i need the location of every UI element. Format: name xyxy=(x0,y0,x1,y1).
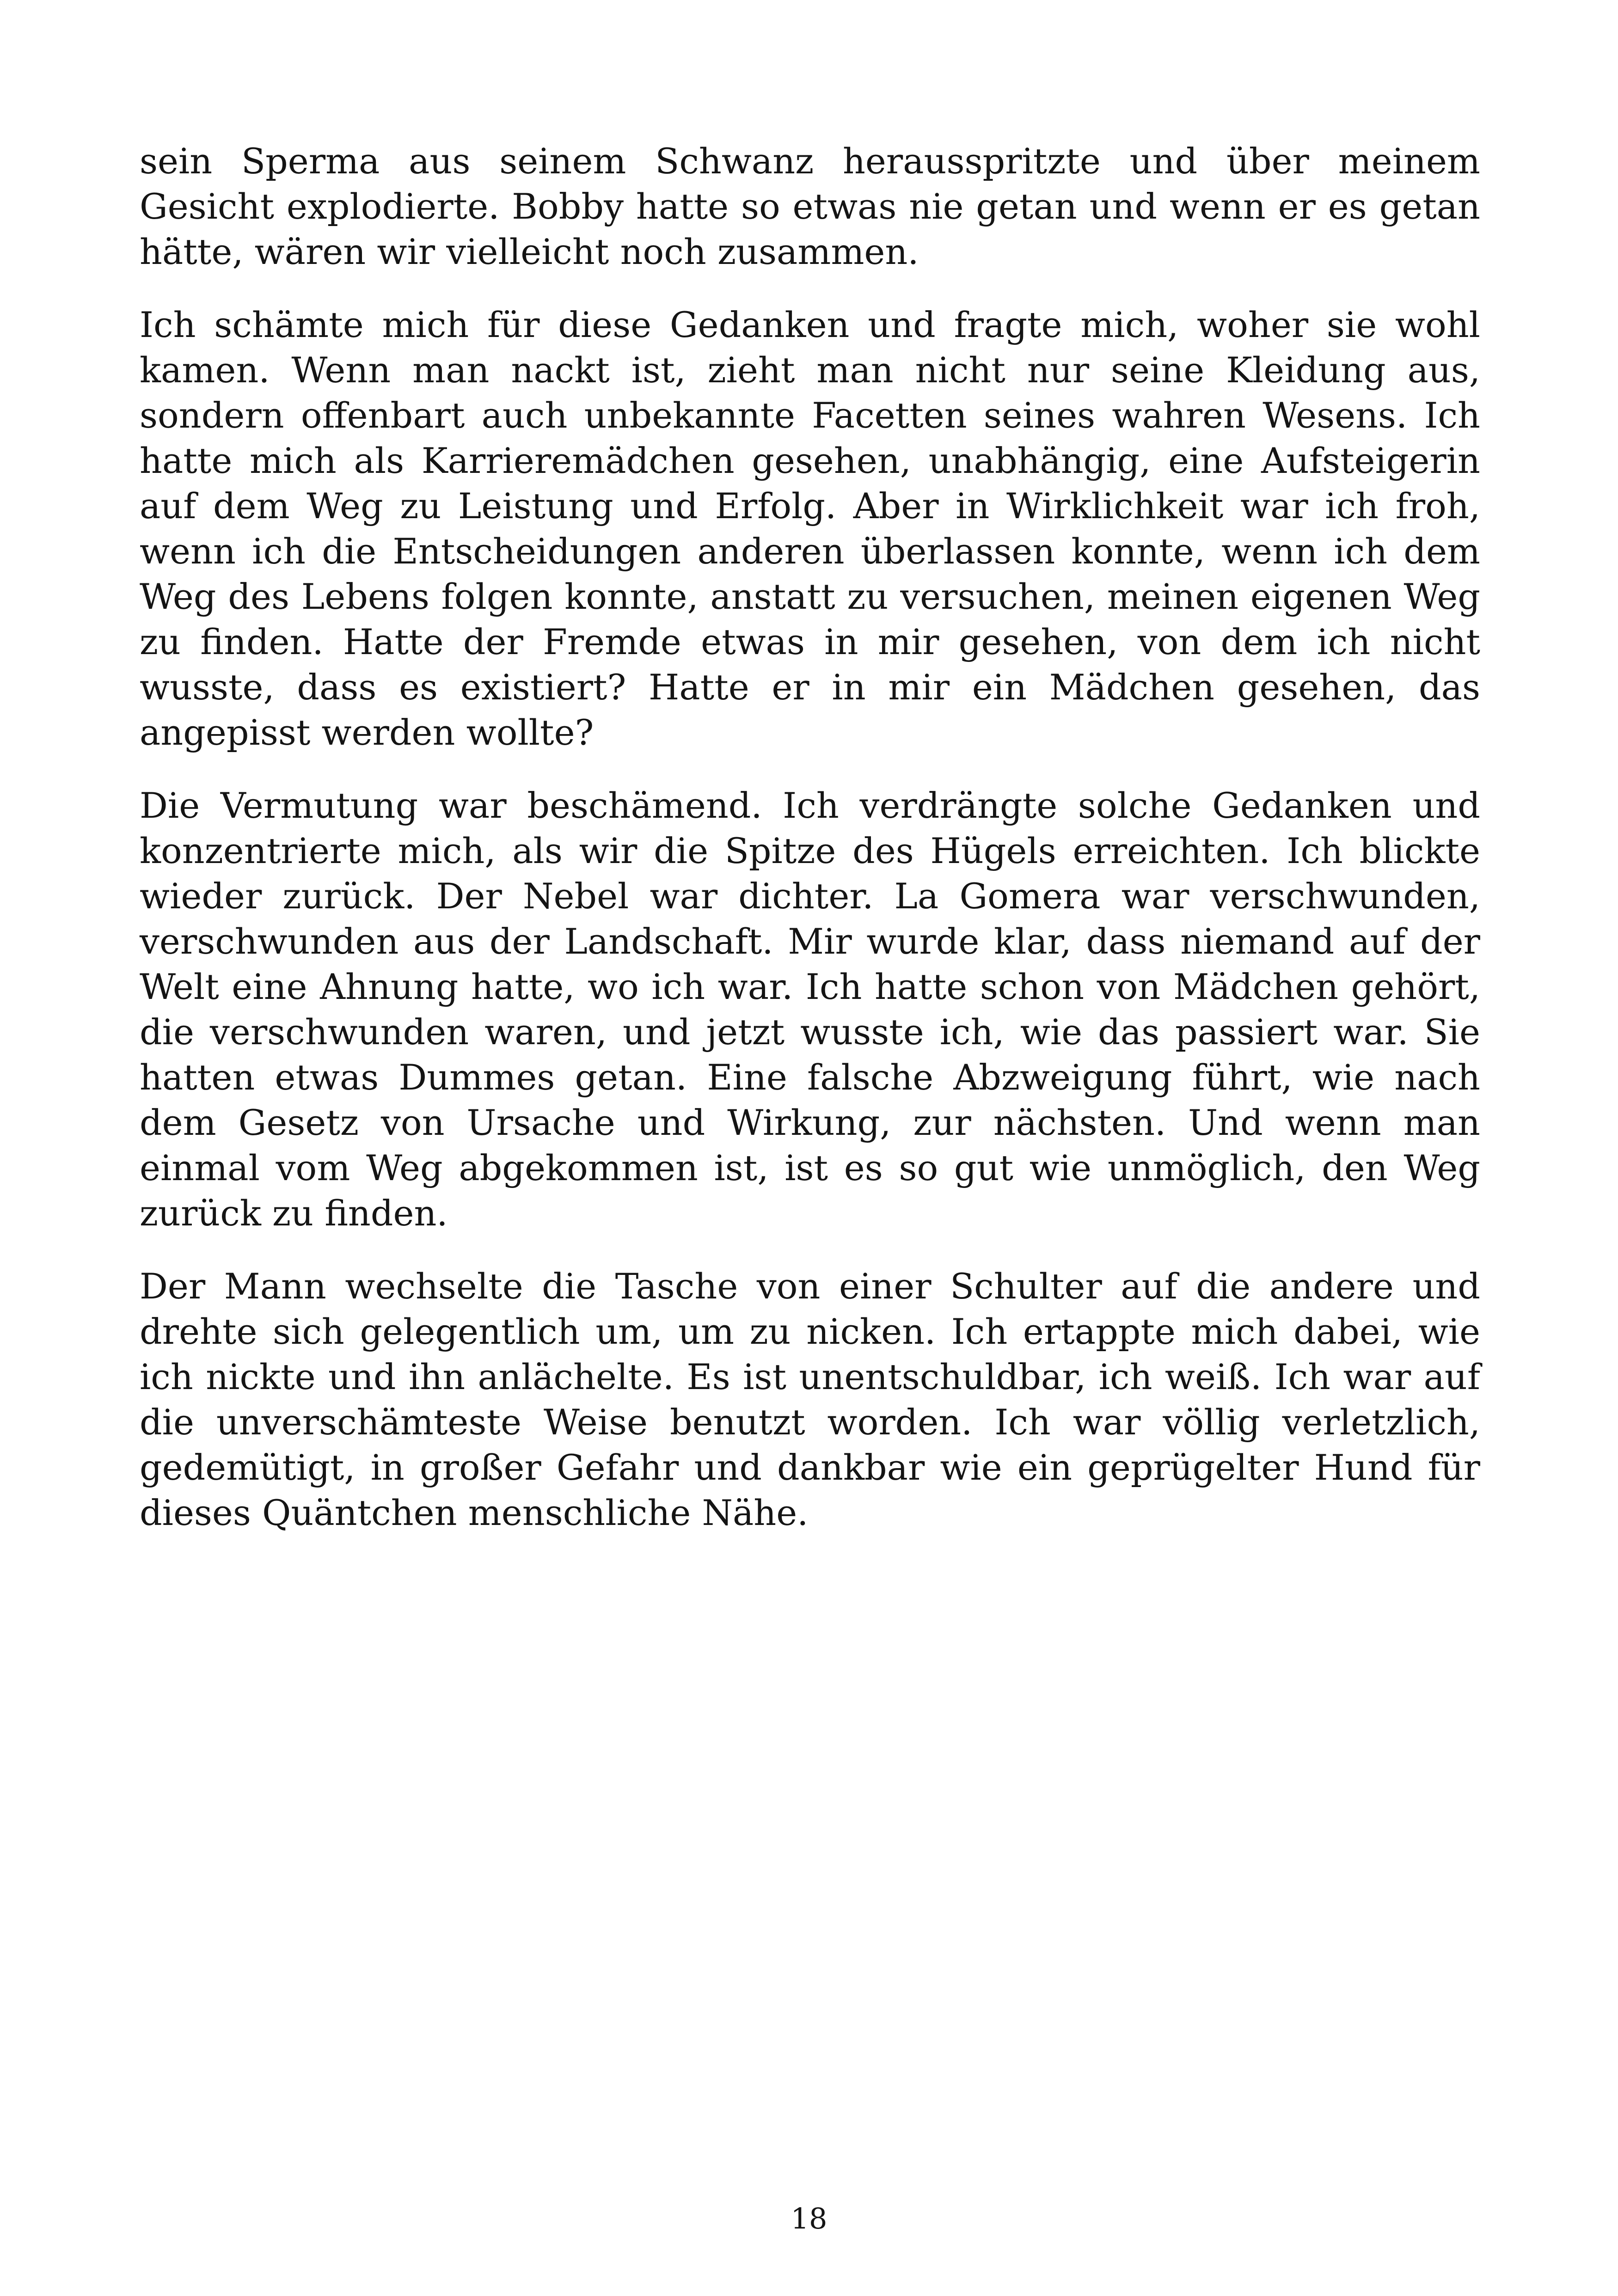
paragraph-3: Die Vermutung war beschämend. Ich verdrängte solche Gedanken und konzentrierte mich, als wir die Spitze des Hügels erreichten. Ich blickte wieder zurück. Der Nebel war dichter. La Gomera war verschwunden, verschwunden aus der Landschaft. Mir wurde klar, dass niemand auf der Welt eine Ahnung hatte, wo ich war. Ich hatte schon von Mädchen gehört, die verschwunden waren, und jetzt wusste ich, wie das passiert war. Sie hatten etwas Dummes getan. Eine falsche Abzweigung führt, wie nach dem Gesetz von Ursache und Wirkung, zur nächsten. Und wenn man einmal vom Weg abgekommen ist, ist es so gut wie unmöglich, den Weg zurück zu finden. xyxy=(140,785,1480,1234)
body-text xyxy=(140,139,1480,1563)
paragraph-1: sein Sperma aus seinem Schwanz herausspritzte und über meinem Gesicht explodierte. Bobby hatte so etwas nie getan und wenn er es getan hätte, wären wir vielleicht noch zusammen. xyxy=(140,141,1480,272)
paragraph-2: Ich schämte mich für diese Gedanken und fragte mich, woher sie wohl kamen. Wenn man nackt ist, zieht man nicht nur seine Kleidung aus, sondern offenbart auch unbekannte Facetten seines wahren Wesens. Ich hatte mich als Karrieremädchen gesehen, unabhängig, eine Aufsteigerin auf dem Weg zu Leistung und Erfolg. Aber in Wirklichkeit war ich froh, wenn ich die Entscheidungen anderen überlassen konnte, wenn ich dem Weg des Lebens folgen konnte, anstatt zu versuchen, meinen eigenen Weg zu finden. Hatte der Fremde etwas in mir gesehen, von dem ich nicht wusste, dass es existiert? Hatte er in mir ein Mädchen gesehen, das angepisst werden wollte? xyxy=(140,304,1480,753)
paragraph-4: Der Mann wechselte die Tasche von einer Schulter auf die andere und drehte sich gelegentlich um, um zu nicken. Ich ertappte mich dabei, wie ich nickte und ihn anlächelte. Es ist unentschuldbar, ich weiß. Ich war auf die unverschämteste Weise benutzt worden. Ich war völlig verletzlich, gedemütigt, in großer Gefahr und dankbar wie ein geprügelter Hund für dieses Quäntchen menschliche Nähe. xyxy=(140,1266,1480,1533)
page-number: 18 xyxy=(791,2202,827,2235)
